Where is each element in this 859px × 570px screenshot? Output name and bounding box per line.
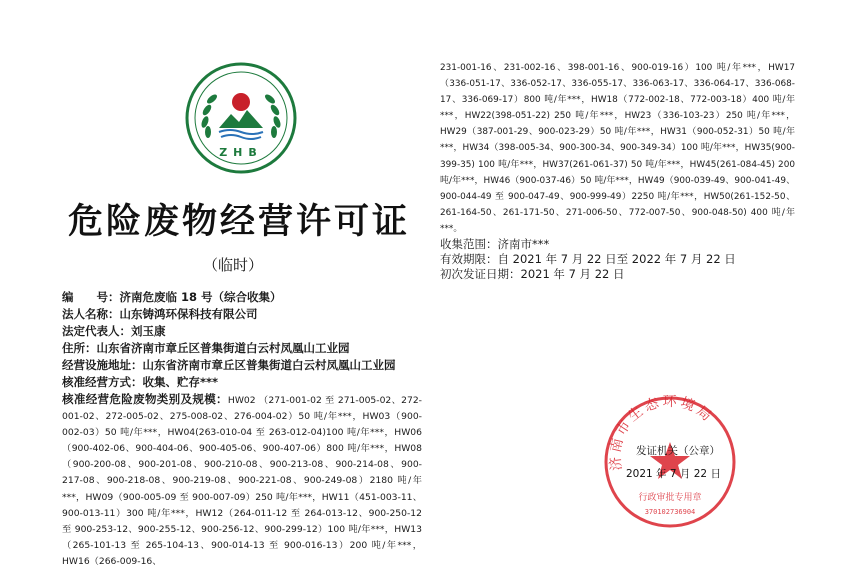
collection-scope-field [440,237,795,252]
legal-name-field [62,306,427,323]
categories-value: HW02 （271-001-02 至 271-005-02、272-001-02、272-005-02、275-008-02、276-004-02）50 吨/年***，HW03（900-002-03）50 吨/年***，HW04(263-010-04 至 263-012-04)100 吨/年***，HW06（900-402-06、900-404-06、900-405-06、900-407-06）800 吨/年***，HW08（900-200-08、900-201-08、900-210-08、900-213-08、900-214-08、900-217-08、900-218-08、900-219-08、900-221-08、900-249-08）2180 吨/年***，HW09（900-005-09 至 900-007-09）250 吨/年***，HW11（451-003-11、900-013-11）300 吨/年***，HW12（264-011-12 至 264-013-12、900-250-12 至 900-253-12、900-255-12、900-256-12、900-299-12）100 吨/年***，HW13（265-101-13 至 265-104-13、900-014-13 至 900-016-13）200 吨/年***，HW16（266-009-16、 [62,395,422,567]
address-field [62,340,427,357]
license-details-right [440,60,795,281]
field-value: 济南危废临 18 号（综合收集） [119,290,282,304]
field-value: 济南市*** [497,237,550,252]
red-seal-icon [600,392,740,532]
facility-address-field [62,357,427,374]
environmental-logo [185,62,297,174]
field-value: 2021 年 7 月 22 日 [520,266,625,281]
document-subtitle: （临时） [203,256,264,274]
validity-period-field [440,252,795,267]
legal-rep-field [62,323,427,340]
field-label: 收集范围： [440,237,498,252]
seal-ring-text: 济南市生态环境局 [607,393,717,472]
logo-text: ZHB [219,146,263,159]
field-value: 自 2021 年 7 月 22 日至 2022 年 7 月 22 日 [497,251,736,266]
first-issue-date-field [440,267,795,282]
document-title: 危险废物经营许可证 [68,202,411,242]
field-label: 有效期限： [440,251,498,266]
field-label: 编 号： [62,290,120,304]
seal-serial: 370102736904 [644,508,696,516]
field-value: 收集、贮存*** [142,375,219,389]
seal-inner-text: 行政审批专用章 [638,493,702,503]
license-number-field [62,289,427,306]
field-label: 初次发证日期： [440,266,521,281]
issuing-authority: 发证机关（公章） [636,445,720,457]
field-value: 山东省济南市章丘区普集街道白云村凤凰山工业园 [96,341,350,355]
official-seal [600,392,740,532]
waste-categories-continued: 231-001-16、231-002-16、398-001-16、900-019-16）100 吨/年***，HW17（336-051-17、336-052-17、336-055-17、336-063-17、336-064-17、336-068-17、336-069-17）800 吨/年***，HW18（772-002-18、772-003-18）400 吨/年***，HW22(398-051-22) 250 吨/年***，HW23（336-103-23）250 吨/年***，HW29（387-001-29、900-023-29）50 吨/年***，HW31（900-052-31）50 吨/年***，HW34（398-005-34、900-300-34、900-349-34）100 吨/年***，HW35(900-399-35) 100 吨/年***，HW37(261-061-37) 50 吨/年***，HW45(261-084-45) 200 吨/年***，HW46（900-037-46）50 吨/年***，HW49（900-039-49、900-041-49、900-044-49 至 900-047-49、900-999-49）2250 吨/年***，HW50(261-152-50、261-164-50、261-171-50、271-006-50、772-007-50、900-048-50) 400 吨/年***。 [440,63,795,234]
operation-method-field [62,374,427,391]
field-label: 住所： [62,341,97,355]
field-label: 核准经营方式： [62,375,143,389]
field-label: 法定代表人： [62,324,131,338]
field-value: 山东省济南市章丘区普集街道白云村凤凰山工业园 [142,358,396,372]
field-value: 山东铸鸿环保科技有限公司 [119,307,258,321]
license-details-left [62,289,427,570]
waste-categories-text [62,391,422,570]
field-label: 法人名称： [62,307,120,321]
issue-date: 2021 年 7 月 22 日 [626,468,721,480]
field-label: 经营设施地址： [62,358,143,372]
field-label: 核准经营危险废物类别及规模： [62,392,228,406]
field-value: 刘玉康 [131,324,166,338]
